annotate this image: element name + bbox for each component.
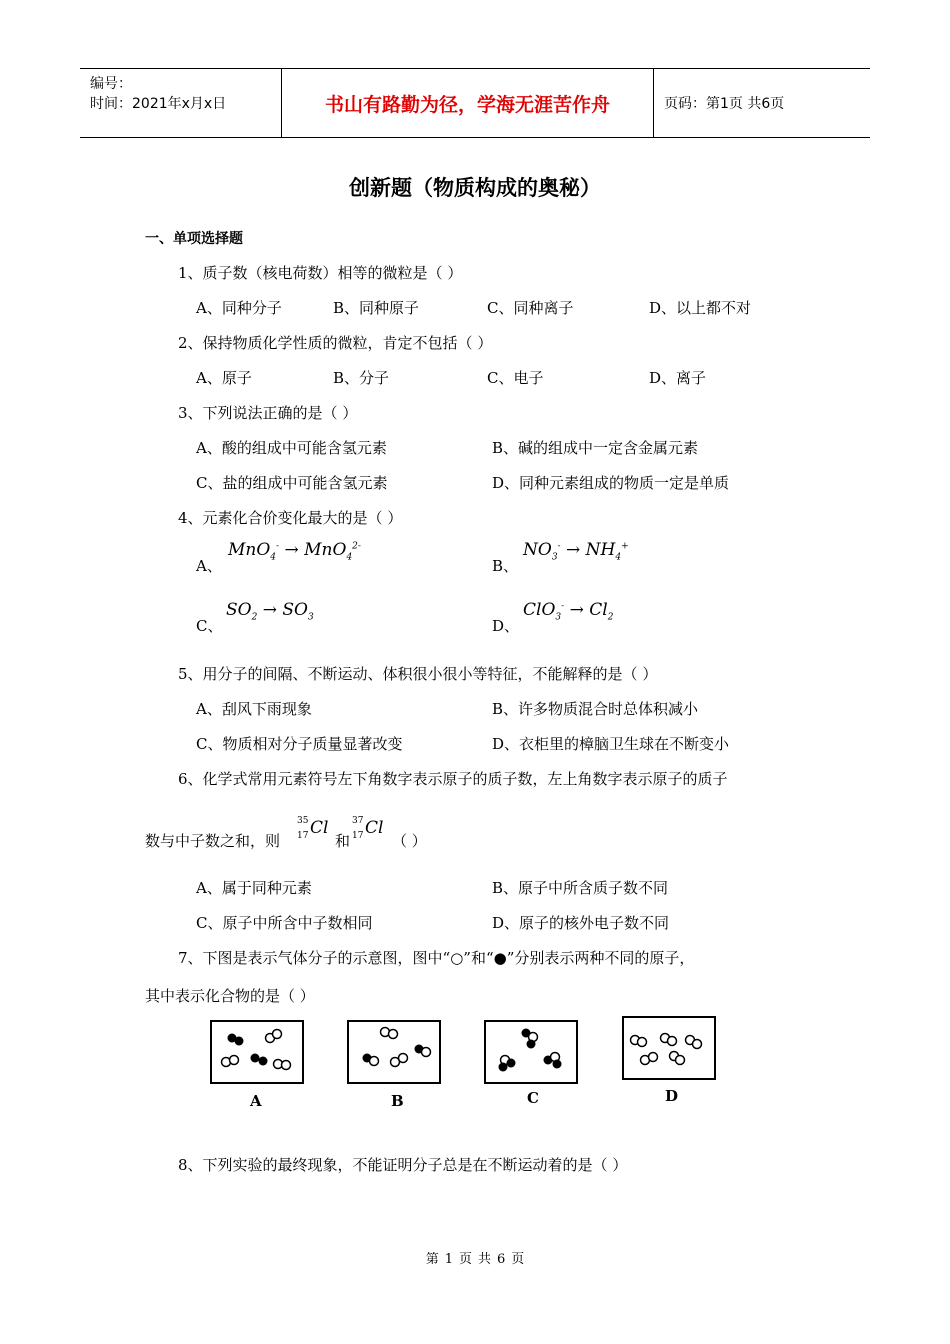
question-6: 6、化学式常用元素符号左下角数字表示原子的质子数，左上角数字表示原子的质子	[178, 770, 728, 788]
molecule-diagram-b-figure	[349, 1022, 439, 1082]
question-2: 2、保持物质化学性质的微粒，肯定不包括（ ）	[178, 334, 493, 352]
question-5: 5、用分子的间隔、不断运动、体积很小很小等特征，不能解释的是（ ）	[178, 665, 658, 683]
question-1: 1、质子数（核电荷数）相等的微粒是（ ）	[178, 264, 463, 282]
diagram-label-c: C	[527, 1089, 539, 1107]
header-meta-cell	[80, 69, 282, 137]
q7-stem-continued: 其中表示化合物的是（ ）	[145, 987, 315, 1005]
q6-option-c: C、原子中所含中子数相同	[196, 914, 373, 932]
q4-formula-c: $SO_2 \to SO_3$	[226, 600, 314, 623]
q4-option-d-label: D、	[492, 617, 520, 635]
q6-paren: （ ）	[392, 832, 427, 850]
q3-option-b: B、碱的组成中一定含金属元素	[492, 439, 699, 457]
footer-total-pages: 6	[497, 1252, 506, 1267]
q5-option-d: D、衣柜里的樟脑卫生球在不断变小	[492, 735, 730, 753]
question-4: 4、元素化合价变化最大的是（ ）	[178, 509, 403, 527]
molecule-diagram-a-figure	[212, 1022, 302, 1082]
q2-option-b: B、分子	[333, 369, 390, 387]
diagram-label-a: A	[250, 1092, 262, 1110]
q6-stem-continued: 数与中子数之和，则	[145, 832, 281, 850]
molecule-diagram-c-figure	[486, 1022, 576, 1082]
q3-option-a: A、酸的组成中可能含氢元素	[196, 439, 387, 457]
q6-option-a: A、属于同种元素	[196, 879, 312, 897]
q2-option-d: D、离子	[649, 369, 707, 387]
q1-option-c: C、同种离子	[487, 299, 574, 317]
header-motto: 书山有路勤为径，学海无涯苦作舟	[282, 69, 654, 137]
q1-option-a: A、同种分子	[196, 299, 282, 317]
page-footer: 第 1 页 共 6 页	[425, 1252, 525, 1267]
footer-page-number: 1	[444, 1252, 453, 1267]
q4-option-a-label: A、	[196, 557, 222, 575]
diagram-label-d: D	[665, 1087, 679, 1105]
q4-formula-d: $ClO_3^- \to Cl_2$	[523, 600, 614, 623]
isotope-cl-35: 35 17 Cl	[297, 816, 329, 841]
document-header	[80, 68, 870, 138]
q5-option-b: B、许多物质混合时总体积减小	[492, 700, 699, 718]
q2-option-a: A、原子	[196, 369, 252, 387]
molecule-diagram-b	[347, 1020, 441, 1084]
q4-formula-b: $NO_3^- \to NH_4^+$	[523, 540, 629, 563]
q1-option-b: B、同种原子	[333, 299, 420, 317]
q6-option-d: D、原子的核外电子数不同	[492, 914, 670, 932]
q6-option-b: B、原子中所含质子数不同	[492, 879, 669, 897]
q5-option-a: A、刮风下雨现象	[196, 700, 312, 718]
section-heading: 一、单项选择题	[145, 231, 243, 247]
page-title: 创新题（物质构成的奥秘）	[349, 176, 601, 200]
molecule-diagram-d	[622, 1016, 716, 1080]
q1-option-d: D、以上都不对	[649, 299, 752, 317]
question-3: 3、下列说法正确的是（ ）	[178, 404, 358, 422]
q2-option-c: C、电子	[487, 369, 544, 387]
diagram-label-b: B	[391, 1092, 404, 1110]
q4-option-b-label: B、	[492, 557, 519, 575]
q6-and: 和	[335, 832, 351, 850]
q4-option-c-label: C、	[196, 617, 223, 635]
isotope-cl-37: 37 17 Cl	[352, 816, 384, 841]
molecule-diagram-a	[210, 1020, 304, 1084]
number-label: 编号：	[90, 76, 132, 92]
q3-option-c: C、盐的组成中可能含氢元素	[196, 474, 388, 492]
question-8: 8、下列实验的最终现象，不能证明分子总是在不断运动着的是（ ）	[178, 1156, 628, 1174]
q5-option-c: C、物质相对分子质量显著改变	[196, 735, 403, 753]
question-7: 7、下图是表示气体分子的示意图，图中“○”和“●”分别表示两种不同的原子，	[178, 949, 695, 967]
q4-formula-a: MnO$_4$- → MnO$_4^{2-}$	[228, 540, 361, 563]
header-page-info: 页码：第1页 共6页	[664, 96, 785, 112]
date-label: 时间：2021年x月x日	[90, 96, 227, 112]
molecule-diagram-c	[484, 1020, 578, 1084]
q3-option-d: D、同种元素组成的物质一定是单质	[492, 474, 730, 492]
molecule-diagram-d-figure	[624, 1018, 714, 1078]
